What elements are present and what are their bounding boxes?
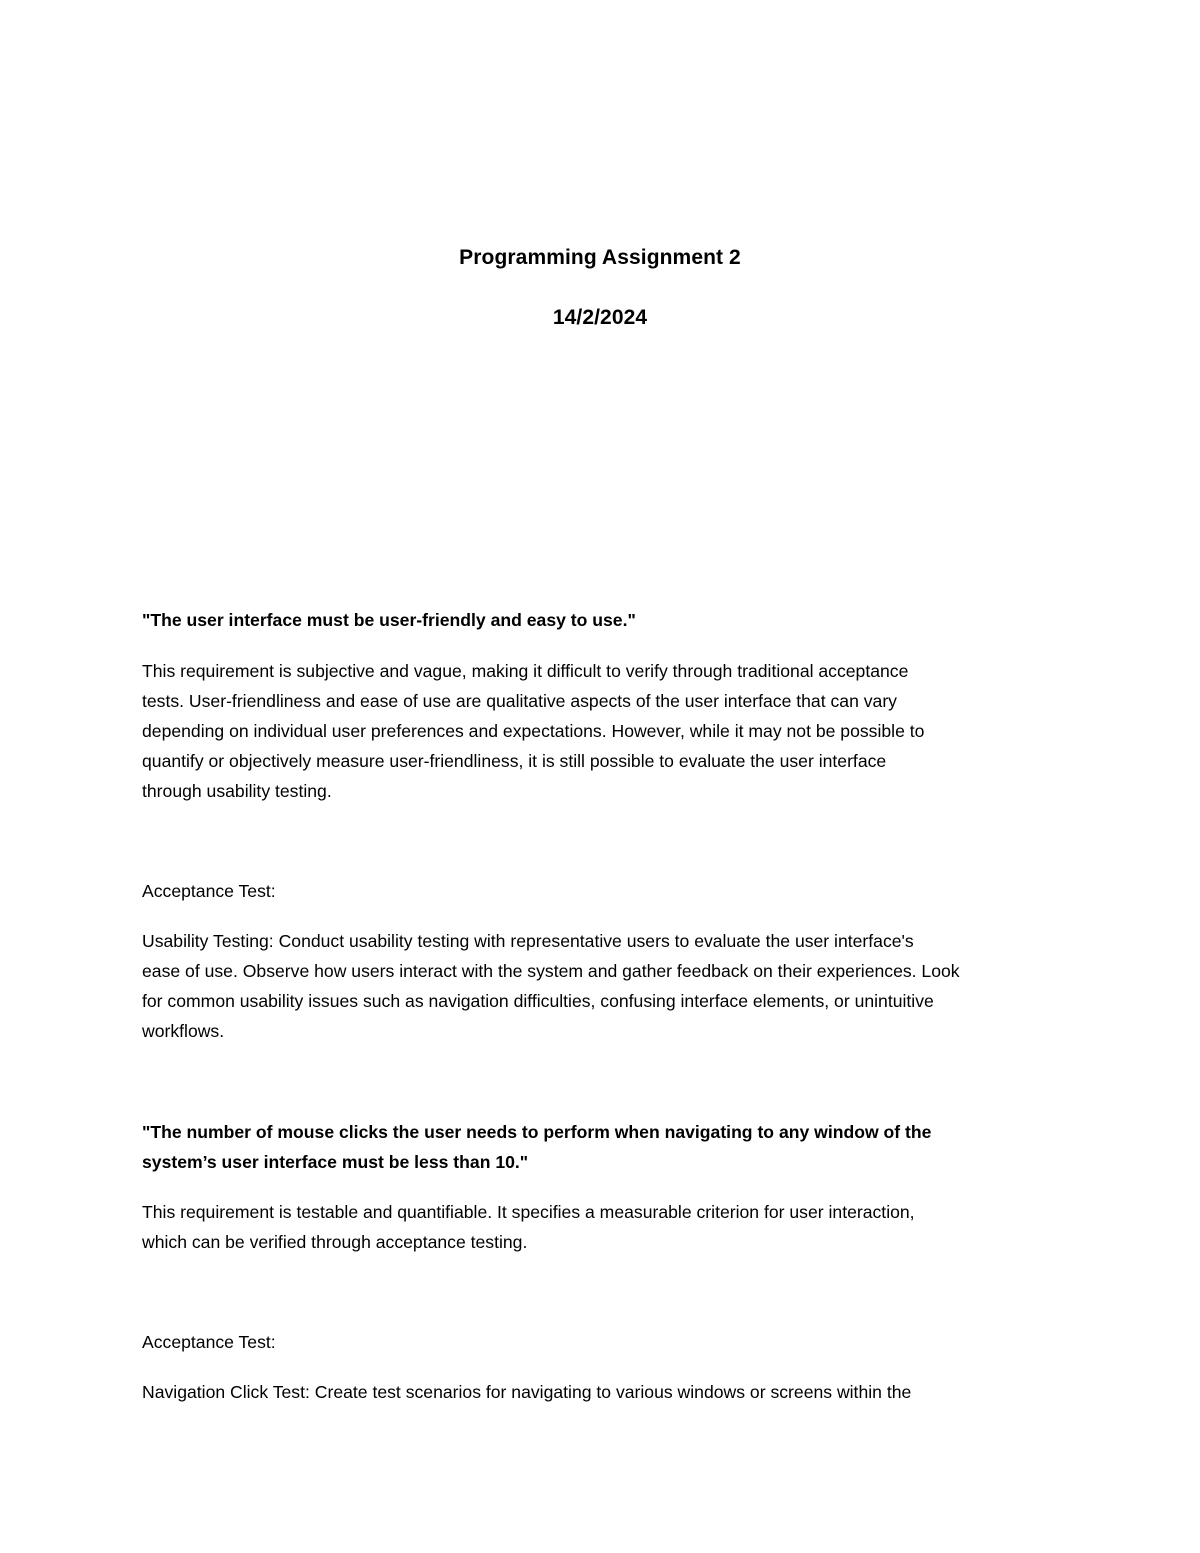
analysis-1-line: depending on individual user preferences and expectations. However, while it may not be possible to xyxy=(142,721,925,741)
analysis-1-line: tests. User-friendliness and ease of use are qualitative aspects of the user interface that can vary xyxy=(142,691,897,711)
requirement-2-analysis xyxy=(142,1197,1062,1257)
acceptance-label: Acceptance Test: xyxy=(142,881,276,901)
requirement-1-statement xyxy=(142,605,1062,635)
analysis-2-line: This requirement is testable and quantifiable. It specifies a measurable criterion for user interaction, xyxy=(142,1202,915,1222)
test-1-line: workflows. xyxy=(142,1021,225,1041)
acceptance-label: Acceptance Test: xyxy=(142,1332,276,1352)
analysis-1-line: quantify or objectively measure user-friendliness, it is still possible to evaluate the user interface xyxy=(142,751,887,771)
analysis-1-line: This requirement is subjective and vague, making it difficult to verify through traditional acceptance xyxy=(142,661,909,681)
requirement-2-line: system’s user interface must be less than 10." xyxy=(142,1152,529,1172)
analysis-2-line: which can be verified through acceptance testing. xyxy=(142,1232,528,1252)
requirement-2-statement xyxy=(142,1117,1062,1177)
acceptance-test-2-label xyxy=(142,1327,1062,1357)
test-1-line: Usability Testing: Conduct usability testing with representative users to evaluate the user interface's xyxy=(142,931,914,951)
test-1-line: ease of use. Observe how users interact with the system and gather feedback on their experiences. Look xyxy=(142,961,960,981)
requirement-2-line: "The number of mouse clicks the user needs to perform when navigating to any window of the xyxy=(142,1122,932,1142)
test-1-line: for common usability issues such as navigation difficulties, confusing interface elements, or unintuitive xyxy=(142,991,934,1011)
document-date: 14/2/2024 xyxy=(552,306,648,329)
analysis-1-line: through usability testing. xyxy=(142,781,332,801)
document-title: Programming Assignment 2 xyxy=(459,246,741,269)
test-2-line: Navigation Click Test: Create test scenarios for navigating to various windows or screens within the xyxy=(142,1382,912,1402)
acceptance-test-2-description xyxy=(142,1377,1062,1407)
requirement-1-line: "The user interface must be user-friendly and easy to use." xyxy=(142,610,636,630)
acceptance-test-1-description xyxy=(142,926,1062,1046)
acceptance-test-1-label xyxy=(142,876,1062,906)
requirement-1-analysis xyxy=(142,656,1062,806)
